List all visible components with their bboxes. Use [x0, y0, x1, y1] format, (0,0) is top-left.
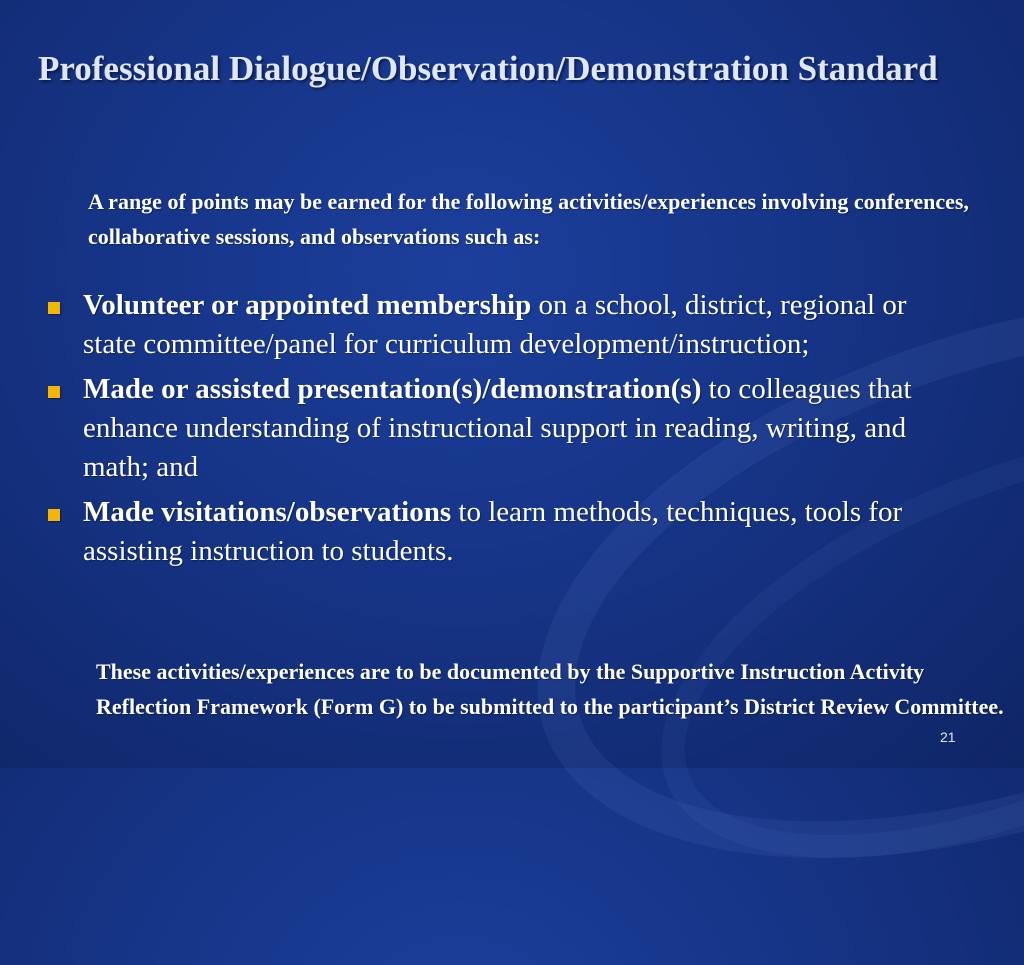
slide-number: 21	[940, 729, 956, 745]
square-bullet-icon	[48, 302, 60, 314]
bullet-list	[44, 286, 944, 577]
bullet-text: on a school, district, regional or state committee/panel for curriculum development/instruction;	[83, 289, 907, 360]
intro-text: A range of points may be earned for the following activities/experiences involving conferences, collaborative sessions, and observations such as:	[88, 189, 969, 249]
square-bullet-icon	[48, 509, 60, 521]
slide-title: Professional Dialogue/Observation/Demonstration Standard	[38, 49, 938, 88]
bullet-item	[44, 286, 944, 364]
bullet-bold-text: Volunteer or appointed membership	[83, 289, 532, 321]
square-bullet-icon	[48, 386, 60, 398]
footer-note: These activities/experiences are to be documented by the Supportive Instruction Activity Reflection Framework (Form G) to be submitted to the participant’s District Review Committee.	[96, 659, 1004, 719]
bullet-text: to colleagues that enhance understanding of instructional support in reading, writing, and math; and	[83, 373, 912, 483]
bullet-item	[44, 493, 944, 571]
bullet-item	[44, 370, 944, 487]
bullet-text: to learn methods, techniques, tools for assisting instruction to students.	[83, 496, 903, 567]
bullet-bold-text: Made visitations/observations	[83, 496, 452, 528]
bullet-bold-text: Made or assisted presentation(s)/demonstration(s)	[83, 373, 702, 405]
